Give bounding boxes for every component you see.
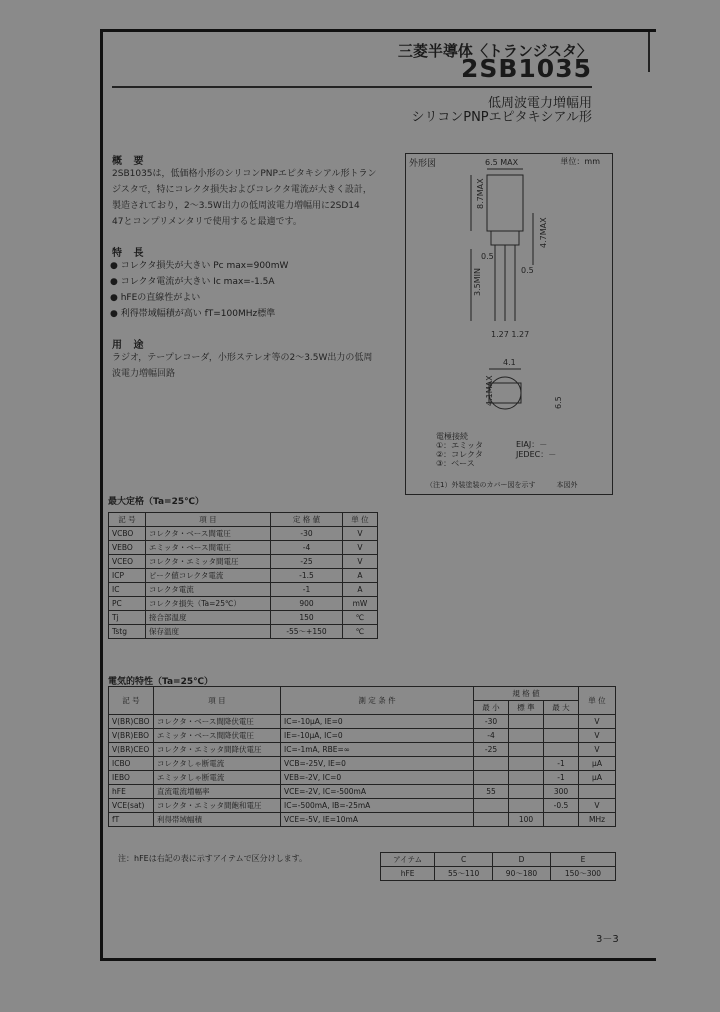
cell-item: コレクタ電流 bbox=[146, 583, 271, 597]
feature-item: ● コレクタ損失が大きい Pc max=900mW bbox=[110, 261, 289, 271]
pin-info bbox=[436, 432, 483, 468]
applications-text bbox=[112, 350, 402, 382]
applications-title: 用 途 bbox=[112, 340, 148, 351]
subtitle-2: シリコンPNPエピタキシアル形 bbox=[411, 110, 592, 125]
cell-max: -1 bbox=[544, 771, 579, 785]
table-row bbox=[109, 597, 378, 611]
cell-typ: 100 bbox=[509, 813, 544, 827]
overview-line: 47とコンプリメンタリで使用すると最適です。 bbox=[112, 217, 302, 227]
overview-line: ジスタで，特にコレクタ損失およびコレクタ電流が大きく設計， bbox=[112, 185, 372, 195]
features-title: 特 長 bbox=[112, 248, 148, 259]
hfe-value: 55～110 bbox=[435, 867, 493, 881]
cell-item: コレクタ・エミッタ間降伏電圧 bbox=[154, 743, 281, 757]
cell-item: ピーク値コレクタ電流 bbox=[146, 569, 271, 583]
cell-condition: VCE=-2V, IC=-500mA bbox=[281, 785, 474, 799]
jedec-std: JEDEC：－ bbox=[516, 450, 557, 459]
cell-unit bbox=[579, 785, 616, 799]
cell-typ bbox=[509, 743, 544, 757]
cell-typ bbox=[509, 757, 544, 771]
cell-min bbox=[474, 813, 509, 827]
table-row bbox=[109, 555, 378, 569]
cell-min: 55 bbox=[474, 785, 509, 799]
cell-max bbox=[544, 729, 579, 743]
pin-title: 電極接続 bbox=[436, 432, 468, 441]
maker-type: 三菱半導体〈トランジスタ〉 bbox=[397, 42, 592, 60]
cell-rating: -1 bbox=[271, 583, 343, 597]
hfe-label: hFE bbox=[381, 867, 435, 881]
frame-bottom-border bbox=[100, 958, 656, 961]
cell-unit: V bbox=[343, 555, 378, 569]
cell-item: 利得帯域幅積 bbox=[154, 813, 281, 827]
cell-item: コレクタしゃ断電流 bbox=[154, 757, 281, 771]
cell-symbol: IC bbox=[109, 583, 146, 597]
dim-width-label: 6.5 MAX bbox=[485, 158, 519, 167]
overview-text bbox=[112, 166, 402, 230]
application-line: 波電力増幅回路 bbox=[112, 369, 176, 379]
table-row bbox=[109, 611, 378, 625]
cell-max: -0.5 bbox=[544, 799, 579, 813]
hfe-value: 90～180 bbox=[493, 867, 551, 881]
header-typ: 標 準 bbox=[509, 701, 544, 715]
cell-max bbox=[544, 743, 579, 757]
cell-rating: -25 bbox=[271, 555, 343, 569]
frame-top-border bbox=[100, 29, 656, 32]
cell-item: コレクタ損失（Ta=25℃） bbox=[146, 597, 271, 611]
cell-max: -1 bbox=[544, 757, 579, 771]
cell-min: -4 bbox=[474, 729, 509, 743]
features-list bbox=[110, 258, 288, 322]
cell-rating: 900 bbox=[271, 597, 343, 611]
cell-min bbox=[474, 799, 509, 813]
cell-min bbox=[474, 771, 509, 785]
cell-symbol: PC bbox=[109, 597, 146, 611]
cell-typ bbox=[509, 799, 544, 813]
standards bbox=[516, 440, 556, 460]
table-header-row bbox=[109, 513, 378, 527]
table-header-row bbox=[109, 687, 616, 701]
cell-unit: A bbox=[343, 583, 378, 597]
table-row bbox=[109, 785, 616, 799]
cell-condition: IC=-1mA, RBE=∞ bbox=[281, 743, 474, 757]
header-min: 最 小 bbox=[474, 701, 509, 715]
overview-line: 製造されており，2～3.5W出力の低周波電力増幅用に2SD14 bbox=[112, 201, 360, 211]
dim-side-label: 4.7MAX bbox=[539, 217, 548, 248]
cell-unit: μA bbox=[579, 771, 616, 785]
cell-rating: -55～+150 bbox=[271, 625, 343, 639]
cell-symbol: ICBO bbox=[109, 757, 154, 771]
abs-max-title: 最大定格（Ta=25℃） bbox=[108, 497, 205, 507]
cell-symbol: Tj bbox=[109, 611, 146, 625]
cell-unit: MHz bbox=[579, 813, 616, 827]
cell-symbol: VCE(sat) bbox=[109, 799, 154, 813]
cell-unit: ℃ bbox=[343, 611, 378, 625]
cell-min bbox=[474, 757, 509, 771]
cell-item: エミッタしゃ断電流 bbox=[154, 771, 281, 785]
outline-note: （注1）外装塗装のカバー図を示す 本図外 bbox=[426, 481, 578, 489]
hfe-header: E bbox=[550, 853, 615, 867]
cell-unit: V bbox=[343, 527, 378, 541]
cell-condition: IC=-10μA, IE=0 bbox=[281, 715, 474, 729]
cell-rating: -30 bbox=[271, 527, 343, 541]
header-limits: 規 格 値 bbox=[474, 687, 579, 701]
cell-item: 保存温度 bbox=[146, 625, 271, 639]
dim-bottom-side-label: 6.5 bbox=[554, 396, 563, 409]
cell-symbol: fT bbox=[109, 813, 154, 827]
table-row bbox=[109, 771, 616, 785]
cell-condition: VCE=-5V, IE=10mA bbox=[281, 813, 474, 827]
header-symbol: 記 号 bbox=[109, 687, 154, 715]
pin-item: ②：コレクタ bbox=[436, 450, 483, 459]
cell-typ bbox=[509, 715, 544, 729]
cell-unit: V bbox=[343, 541, 378, 555]
table-row bbox=[109, 813, 616, 827]
cell-item: コレクタ・ベース間降伏電圧 bbox=[154, 715, 281, 729]
cell-item: エミッタ・ベース間降伏電圧 bbox=[154, 729, 281, 743]
cell-unit: V bbox=[579, 743, 616, 757]
table-row bbox=[109, 541, 378, 555]
package-drawing bbox=[405, 153, 615, 423]
feature-item: ● 利得帯域幅積が高い fT=100MHz標準 bbox=[110, 309, 276, 319]
dim-pitch-label: 1.27 1.27 bbox=[491, 330, 530, 339]
table-row bbox=[109, 625, 378, 639]
pin-item: ③：ベース bbox=[436, 459, 475, 468]
cell-condition: VCB=-25V, IE=0 bbox=[281, 757, 474, 771]
eiaj-std: EIAJ：－ bbox=[516, 440, 548, 449]
frame-tick bbox=[648, 32, 650, 72]
table-row bbox=[109, 583, 378, 597]
cell-symbol: Tstg bbox=[109, 625, 146, 639]
cell-unit: ℃ bbox=[343, 625, 378, 639]
cell-symbol: V(BR)EBO bbox=[109, 729, 154, 743]
cell-condition: IC=-500mA, IB=-25mA bbox=[281, 799, 474, 813]
header-symbol: 記 号 bbox=[109, 513, 146, 527]
outline-unit: 単位：mm bbox=[560, 157, 600, 166]
cell-unit: V bbox=[579, 729, 616, 743]
cell-unit: mW bbox=[343, 597, 378, 611]
part-number: 2SB1035 bbox=[460, 54, 592, 83]
cell-rating: -4 bbox=[271, 541, 343, 555]
cell-max bbox=[544, 813, 579, 827]
overview-title: 概 要 bbox=[112, 156, 148, 167]
hfe-header: C bbox=[435, 853, 493, 867]
cell-condition: VEB=-2V, IC=0 bbox=[281, 771, 474, 785]
dim-05b-label: 0.5 bbox=[521, 266, 534, 275]
package-body bbox=[487, 175, 523, 231]
cell-symbol: V(BR)CBO bbox=[109, 715, 154, 729]
header-rating: 定 格 値 bbox=[271, 513, 343, 527]
cell-symbol: hFE bbox=[109, 785, 154, 799]
cell-item: コレクタ・エミッタ間電圧 bbox=[146, 555, 271, 569]
cell-symbol: ICP bbox=[109, 569, 146, 583]
feature-item: ● hFEの直線性がよい bbox=[110, 293, 201, 303]
table-row bbox=[109, 799, 616, 813]
dim-lead-label: 3.5MIN bbox=[473, 268, 482, 296]
hfe-header: D bbox=[493, 853, 551, 867]
cell-item: コレクタ・ベース間電圧 bbox=[146, 527, 271, 541]
outline-title: 外形図 bbox=[409, 159, 437, 169]
table-row bbox=[109, 729, 616, 743]
cell-unit: μA bbox=[579, 757, 616, 771]
abs-max-table bbox=[108, 512, 378, 639]
cell-unit: V bbox=[579, 799, 616, 813]
cell-unit: V bbox=[579, 715, 616, 729]
dim-bottom-h-label: 4.1MAX bbox=[485, 375, 494, 406]
cell-condition: IE=-10μA, IC=0 bbox=[281, 729, 474, 743]
cell-min: -25 bbox=[474, 743, 509, 757]
table-row bbox=[381, 867, 616, 881]
dim-bottom-w-label: 4.1 bbox=[503, 358, 516, 367]
cell-unit: A bbox=[343, 569, 378, 583]
package-tab bbox=[491, 231, 519, 245]
header-condition: 測 定 条 件 bbox=[281, 687, 474, 715]
hfe-table bbox=[380, 852, 616, 881]
overview-line: 2SB1035は，低価格小形のシリコンPNPエピタキシアル形トラン bbox=[112, 169, 377, 179]
hfe-note: 注：hFEは右記の表に示すアイテムで区分けします。 bbox=[118, 854, 307, 863]
pin-item: ①：エミッタ bbox=[436, 441, 484, 450]
cell-min: -30 bbox=[474, 715, 509, 729]
table-row bbox=[109, 757, 616, 771]
elec-table bbox=[108, 686, 616, 827]
elec-title: 電気的特性（Ta=25℃） bbox=[108, 677, 214, 687]
table-row bbox=[109, 743, 616, 757]
cell-symbol: VCEO bbox=[109, 555, 146, 569]
cell-max bbox=[544, 715, 579, 729]
table-row bbox=[109, 715, 616, 729]
cell-rating: -1.5 bbox=[271, 569, 343, 583]
subtitle-1: 低周波電力増幅用 bbox=[487, 96, 592, 111]
header-item: 項 目 bbox=[146, 513, 271, 527]
cell-symbol: IEBO bbox=[109, 771, 154, 785]
header-item: 項 目 bbox=[154, 687, 281, 715]
cell-item: コレクタ・エミッタ間飽和電圧 bbox=[154, 799, 281, 813]
hfe-value: 150～300 bbox=[550, 867, 615, 881]
cell-symbol: VCBO bbox=[109, 527, 146, 541]
cell-symbol: VEBO bbox=[109, 541, 146, 555]
cell-typ bbox=[509, 729, 544, 743]
dim-05a-label: 0.5 bbox=[481, 252, 494, 261]
cell-item: 接合部温度 bbox=[146, 611, 271, 625]
cell-typ bbox=[509, 785, 544, 799]
header-unit: 単 位 bbox=[579, 687, 616, 715]
cell-rating: 150 bbox=[271, 611, 343, 625]
cell-max: 300 bbox=[544, 785, 579, 799]
dim-height-label: 8.7MAX bbox=[476, 178, 485, 209]
frame-left-border bbox=[100, 29, 103, 961]
feature-item: ● コレクタ電流が大きい Ic max=-1.5A bbox=[110, 277, 275, 287]
header-unit: 単 位 bbox=[343, 513, 378, 527]
header-rule bbox=[112, 86, 592, 88]
page-number: 3－3 bbox=[596, 934, 619, 945]
cell-symbol: V(BR)CEO bbox=[109, 743, 154, 757]
hfe-header: アイテム bbox=[381, 853, 435, 867]
cell-item: エミッタ・ベース間電圧 bbox=[146, 541, 271, 555]
cell-typ bbox=[509, 771, 544, 785]
cell-item: 直流電流増幅率 bbox=[154, 785, 281, 799]
table-row bbox=[109, 569, 378, 583]
table-header-row bbox=[381, 853, 616, 867]
application-line: ラジオ，テープレコーダ，小形ステレオ等の2～3.5W出力の低周 bbox=[112, 353, 373, 363]
table-row bbox=[109, 527, 378, 541]
header-max: 最 大 bbox=[544, 701, 579, 715]
